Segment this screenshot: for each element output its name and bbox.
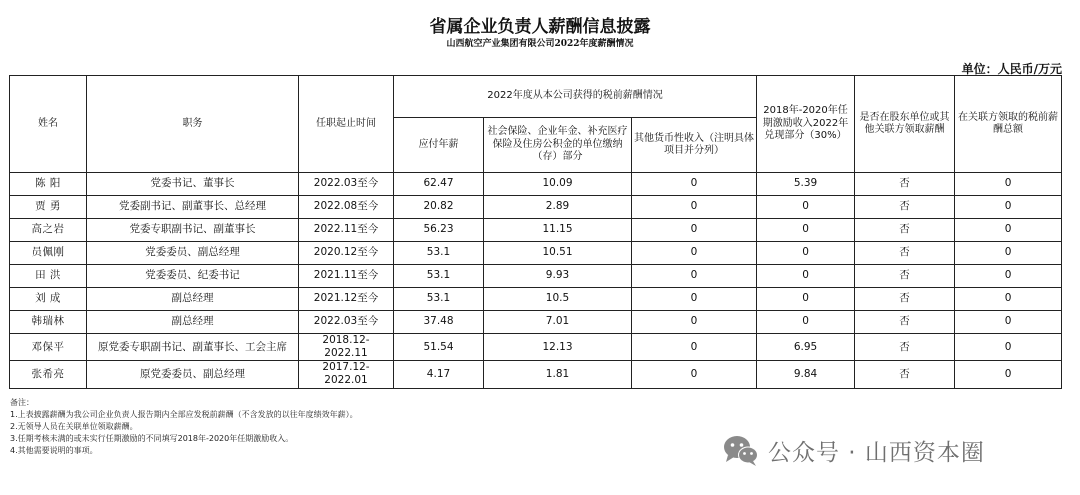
cell-salary: 56.23 bbox=[394, 219, 484, 242]
cell-position: 原党委专职副书记、副董事长、工会主席 bbox=[87, 334, 299, 361]
cell-related: 0 bbox=[955, 173, 1062, 196]
cell-shareholder: 否 bbox=[855, 242, 955, 265]
cell-name: 贾 勇 bbox=[10, 196, 87, 219]
cell-position: 原党委委员、副总经理 bbox=[87, 361, 299, 388]
col-header-tenure: 任职起止时间 bbox=[299, 76, 394, 173]
cell-position: 党委专职副书记、副董事长 bbox=[87, 219, 299, 242]
col-header-group-2022: 2022年度从本公司获得的税前薪酬情况 bbox=[394, 76, 757, 118]
cell-position: 党委委员、纪委书记 bbox=[87, 265, 299, 288]
cell-salary: 53.1 bbox=[394, 242, 484, 265]
cell-social: 12.13 bbox=[484, 334, 632, 361]
table-row bbox=[10, 361, 1062, 388]
cell-social: 11.15 bbox=[484, 219, 632, 242]
cell-other: 0 bbox=[632, 242, 757, 265]
cell-other: 0 bbox=[632, 334, 757, 361]
cell-salary: 62.47 bbox=[394, 173, 484, 196]
cell-tenure: 2017.12-2022.01 bbox=[299, 361, 394, 388]
cell-related: 0 bbox=[955, 334, 1062, 361]
cell-shareholder: 否 bbox=[855, 288, 955, 311]
table-row bbox=[10, 334, 1062, 361]
cell-tenure: 2021.12至今 bbox=[299, 288, 394, 311]
cell-social: 10.5 bbox=[484, 288, 632, 311]
cell-incentive: 0 bbox=[757, 265, 855, 288]
note-item: 4.其他需要说明的事项。 bbox=[10, 446, 98, 455]
cell-tenure: 2018.12-2022.11 bbox=[299, 334, 394, 361]
table-row bbox=[10, 288, 1062, 311]
col-header-social: 社会保险、企业年金、补充医疗保险及住房公积金的单位缴纳（存）部分 bbox=[484, 118, 632, 173]
cell-salary: 20.82 bbox=[394, 196, 484, 219]
cell-name: 高之岩 bbox=[10, 219, 87, 242]
cell-shareholder: 否 bbox=[855, 361, 955, 388]
cell-tenure: 2022.03至今 bbox=[299, 311, 394, 334]
cell-tenure: 2021.11至今 bbox=[299, 265, 394, 288]
table-row bbox=[10, 219, 1062, 242]
cell-social: 2.89 bbox=[484, 196, 632, 219]
col-header-incentive: 2018年-2020年任期激励收入2022年兑现部分（30%） bbox=[757, 76, 855, 173]
cell-related: 0 bbox=[955, 242, 1062, 265]
cell-salary: 4.17 bbox=[394, 361, 484, 388]
wechat-icon bbox=[722, 433, 760, 467]
col-header-position: 职务 bbox=[87, 76, 299, 173]
table-row bbox=[10, 311, 1062, 334]
table-row bbox=[10, 265, 1062, 288]
cell-salary: 53.1 bbox=[394, 288, 484, 311]
cell-incentive: 0 bbox=[757, 288, 855, 311]
col-header-name: 姓名 bbox=[10, 76, 87, 173]
cell-related: 0 bbox=[955, 219, 1062, 242]
cell-position: 党委副书记、副董事长、总经理 bbox=[87, 196, 299, 219]
table-row bbox=[10, 196, 1062, 219]
cell-related: 0 bbox=[955, 361, 1062, 388]
cell-shareholder: 否 bbox=[855, 196, 955, 219]
note-item: 3.任期考核未满的或未实行任期激励的不同填写2018年-2020年任期激励收入。 bbox=[10, 434, 294, 443]
cell-salary: 53.1 bbox=[394, 265, 484, 288]
cell-social: 1.81 bbox=[484, 361, 632, 388]
cell-name: 韩瑞林 bbox=[10, 311, 87, 334]
cell-name: 刘 成 bbox=[10, 288, 87, 311]
table-row bbox=[10, 242, 1062, 265]
notes-block bbox=[10, 397, 358, 457]
cell-incentive: 6.95 bbox=[757, 334, 855, 361]
salary-table bbox=[9, 75, 1062, 389]
cell-other: 0 bbox=[632, 173, 757, 196]
watermark-text: 公众号 · 山西资本圈 bbox=[768, 439, 985, 466]
cell-shareholder: 否 bbox=[855, 173, 955, 196]
cell-position: 副总经理 bbox=[87, 311, 299, 334]
cell-social: 7.01 bbox=[484, 311, 632, 334]
cell-related: 0 bbox=[955, 311, 1062, 334]
cell-position: 副总经理 bbox=[87, 288, 299, 311]
note-item: 2.无领导人员在关联单位领取薪酬。 bbox=[10, 422, 138, 431]
cell-shareholder: 否 bbox=[855, 219, 955, 242]
cell-name: 田 洪 bbox=[10, 265, 87, 288]
cell-tenure: 2020.12至今 bbox=[299, 242, 394, 265]
cell-incentive: 0 bbox=[757, 311, 855, 334]
col-header-other: 其他货币性收入（注明具体项目并分列） bbox=[632, 118, 757, 173]
cell-other: 0 bbox=[632, 288, 757, 311]
cell-shareholder: 否 bbox=[855, 311, 955, 334]
cell-other: 0 bbox=[632, 311, 757, 334]
cell-social: 10.09 bbox=[484, 173, 632, 196]
cell-related: 0 bbox=[955, 196, 1062, 219]
watermark bbox=[722, 432, 985, 468]
cell-incentive: 9.84 bbox=[757, 361, 855, 388]
cell-incentive: 0 bbox=[757, 219, 855, 242]
page-title: 省属企业负责人薪酬信息披露 bbox=[429, 17, 651, 37]
cell-other: 0 bbox=[632, 265, 757, 288]
cell-other: 0 bbox=[632, 219, 757, 242]
cell-name: 张希亮 bbox=[10, 361, 87, 388]
cell-other: 0 bbox=[632, 361, 757, 388]
col-header-salary: 应付年薪 bbox=[394, 118, 484, 173]
cell-other: 0 bbox=[632, 196, 757, 219]
cell-position: 党委书记、董事长 bbox=[87, 173, 299, 196]
notes-heading: 备注： bbox=[10, 398, 34, 407]
cell-incentive: 5.39 bbox=[757, 173, 855, 196]
col-header-related: 在关联方领取的税前薪酬总额 bbox=[955, 76, 1062, 173]
cell-shareholder: 否 bbox=[855, 334, 955, 361]
cell-tenure: 2022.08至今 bbox=[299, 196, 394, 219]
cell-name: 陈 阳 bbox=[10, 173, 87, 196]
cell-name: 邓保平 bbox=[10, 334, 87, 361]
cell-tenure: 2022.11至今 bbox=[299, 219, 394, 242]
cell-salary: 37.48 bbox=[394, 311, 484, 334]
cell-incentive: 0 bbox=[757, 242, 855, 265]
cell-related: 0 bbox=[955, 288, 1062, 311]
page-subtitle: 山西航空产业集团有限公司2022年度薪酬情况 bbox=[446, 39, 634, 49]
cell-related: 0 bbox=[955, 265, 1062, 288]
unit-label: 单位：人民币/万元 bbox=[961, 62, 1062, 76]
cell-name: 员佩刚 bbox=[10, 242, 87, 265]
table-row bbox=[10, 173, 1062, 196]
note-item: 1.上表披露薪酬为我公司企业负责人报告期内全部应发税前薪酬（不含发放的以往年度绩效年薪）。 bbox=[10, 410, 358, 419]
col-header-shareholder: 是否在股东单位或其他关联方领取薪酬 bbox=[855, 76, 955, 173]
cell-social: 9.93 bbox=[484, 265, 632, 288]
header-row-1 bbox=[10, 76, 1062, 118]
cell-salary: 51.54 bbox=[394, 334, 484, 361]
cell-position: 党委委员、副总经理 bbox=[87, 242, 299, 265]
cell-shareholder: 否 bbox=[855, 265, 955, 288]
cell-tenure: 2022.03至今 bbox=[299, 173, 394, 196]
cell-social: 10.51 bbox=[484, 242, 632, 265]
cell-incentive: 0 bbox=[757, 196, 855, 219]
